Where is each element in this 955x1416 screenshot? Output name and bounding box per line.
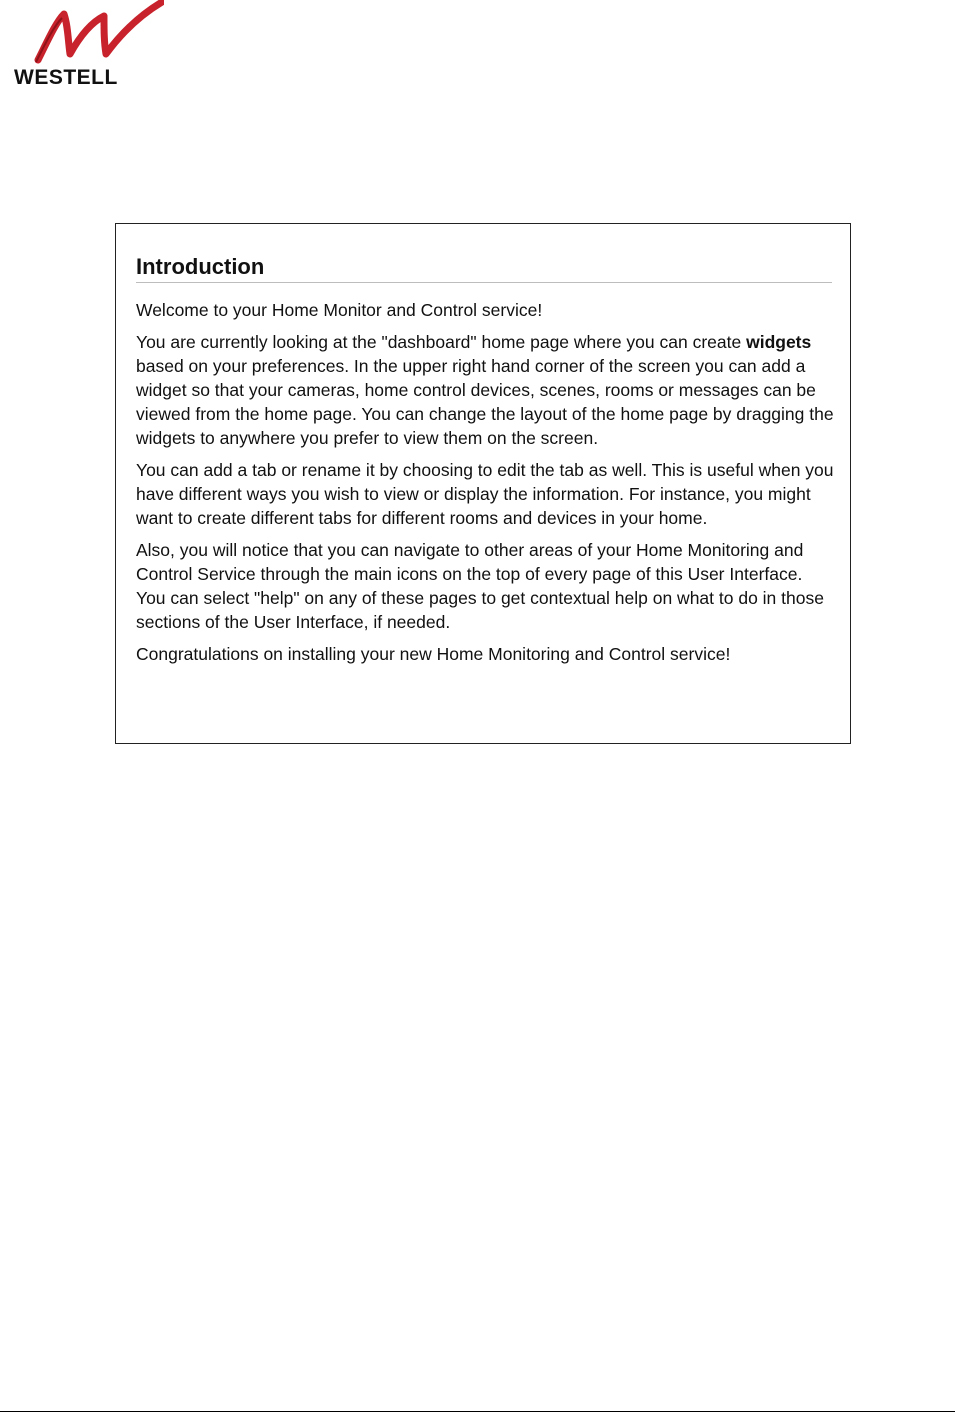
paragraph-dashboard bbox=[136, 330, 836, 450]
logo-text: WESTELL bbox=[14, 66, 118, 89]
paragraph-navigation: Also, you will notice that you can navigate to other areas of your Home Monitoring and Control Service through the main icons on the top of every page of this User Interface. You can select "help" on any of these pages to get contextual help on what to do in those sections of the User Interface, if needed. bbox=[136, 540, 824, 632]
westell-w-mark-icon bbox=[34, 0, 164, 66]
intro-body bbox=[136, 298, 836, 674]
paragraph-congratulations: Congratulations on installing your new Home Monitoring and Control service! bbox=[136, 644, 731, 664]
introduction-panel bbox=[115, 223, 851, 744]
paragraph-tabs: You can add a tab or rename it by choosing to edit the tab as well. This is useful when you have different ways you wish to view or display the information. For instance, you might want to create different tabs for different rooms and devices in your home. bbox=[136, 460, 834, 528]
paragraph-welcome: Welcome to your Home Monitor and Control service! bbox=[136, 300, 543, 320]
widgets-keyword: widgets bbox=[746, 332, 812, 352]
westell-logo bbox=[14, 0, 164, 90]
footer-divider bbox=[0, 1411, 955, 1412]
dashboard-text-start: You are currently looking at the "dashboard" home page where you can create bbox=[136, 332, 747, 352]
title-divider bbox=[136, 282, 832, 283]
dashboard-text-end: based on your preferences. In the upper right hand corner of the screen you can add a widget so that your cameras, home control devices, scenes, rooms or messages can be viewed from the home page. You can change the layout of the home page by dragging the widgets to anywhere you prefer to view them on the screen. bbox=[136, 356, 834, 448]
page-title: Introduction bbox=[136, 254, 265, 279]
